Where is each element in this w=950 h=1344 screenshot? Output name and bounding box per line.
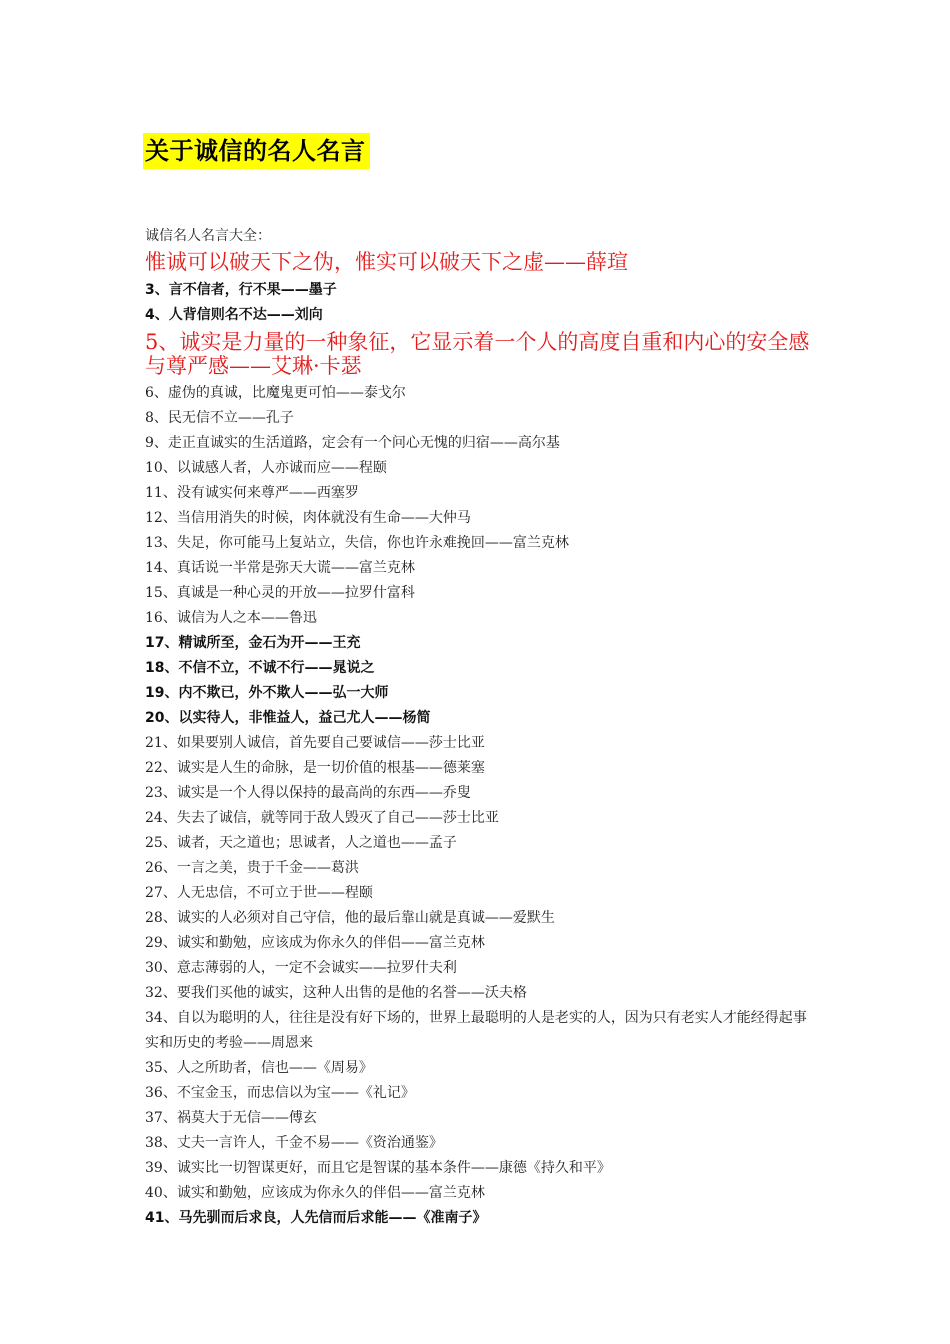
quote-item: 15、真诚是一种心灵的开放——拉罗什富科 [145,585,415,601]
quote-item: 30、意志薄弱的人，一定不会诚实——拉罗什夫利 [145,960,457,976]
quote-item: 9、走正直诚实的生活道路，定会有一个问心无愧的归宿——高尔基 [145,435,560,451]
quote-item: 14、真话说一半常是弥天大谎——富兰克林 [145,560,415,576]
quote-item: 10、以诚感人者，人亦诚而应——程颐 [145,460,387,476]
quote-item: 35、人之所助者，信也——《周易》 [145,1060,373,1076]
quote-item: 40、诚实和勤勉，应该成为你永久的伴侣——富兰克林 [145,1185,485,1201]
quote-item: 39、诚实比一切智谋更好，而且它是智谋的基本条件——康德《持久和平》 [145,1160,611,1176]
quote-item: 22、诚实是人生的命脉，是一切价值的根基——德莱塞 [145,760,485,776]
quote-item: 21、如果要别人诚信，首先要自己要诚信——莎士比亚 [145,735,485,751]
quote-item: 5、诚实是力量的一种象征，它显示着一个人的高度自重和内心的安全感与尊严感——艾琳·卡瑟 [145,330,810,378]
quote-item: 4、人背信则名不达——刘向 [145,307,323,323]
quote-item: 34、自以为聪明的人，往往是没有好下场的，世界上最聪明的人是老实的人，因为只有老实人才能经得起事实和历史的考验——周恩来 [145,1010,807,1051]
quote-item: 18、不信不立，不诚不行——晁说之 [145,660,375,676]
quote-item: 20、以实待人，非惟益人，益己尤人——杨简 [145,710,431,726]
quote-item: 8、民无信不立——孔子 [145,410,294,426]
quote-item: 17、精诚所至，金石为开——王充 [145,635,361,651]
page-title: 关于诚信的名人名言 [143,133,370,169]
quote-item: 惟诚可以破天下之伪，惟实可以破天下之虚——薛瑄 [145,250,628,274]
quote-item: 25、诚者，天之道也；思诚者，人之道也——孟子 [145,835,457,851]
content-body [145,226,815,1231]
quote-item: 38、丈夫一言许人，千金不易——《资治通鉴》 [145,1135,443,1151]
quote-item: 12、当信用消失的时候，肉体就没有生命——大仲马 [145,510,471,526]
quote-item: 6、虚伪的真诚，比魔鬼更可怕——泰戈尔 [145,385,406,401]
quote-item: 26、一言之美，贵于千金——葛洪 [145,860,359,876]
quote-item: 11、没有诚实何来尊严——西塞罗 [145,485,359,501]
quote-item: 19、内不欺已，外不欺人——弘一大师 [145,685,389,701]
quote-item: 16、诚信为人之本——鲁迅 [145,610,317,626]
quote-item: 37、祸莫大于无信——傅玄 [145,1110,317,1126]
quote-item: 23、诚实是一个人得以保持的最高尚的东西——乔叟 [145,785,471,801]
quote-item: 13、失足，你可能马上复站立，失信，你也许永难挽回——富兰克林 [145,535,569,551]
quote-item: 28、诚实的人必须对自己守信，他的最后靠山就是真诚——爱默生 [145,910,555,926]
quote-item: 24、失去了诚信，就等同于敌人毁灭了自己——莎士比亚 [145,810,499,826]
quote-item: 3、言不信者，行不果——墨子 [145,282,337,298]
quote-item: 29、诚实和勤勉，应该成为你永久的伴侣——富兰克林 [145,935,485,951]
quote-item: 32、要我们买他的诚实，这种人出售的是他的名誉——沃夫格 [145,985,527,1001]
quote-item: 27、人无忠信，不可立于世——程颐 [145,885,373,901]
intro-line: 诚信名人名言大全： [145,228,271,244]
quote-item: 36、不宝金玉，而忠信以为宝——《礼记》 [145,1085,415,1101]
quote-item: 41、马先驯而后求良，人先信而后求能——《准南子》 [145,1210,487,1226]
title-container [143,133,370,169]
